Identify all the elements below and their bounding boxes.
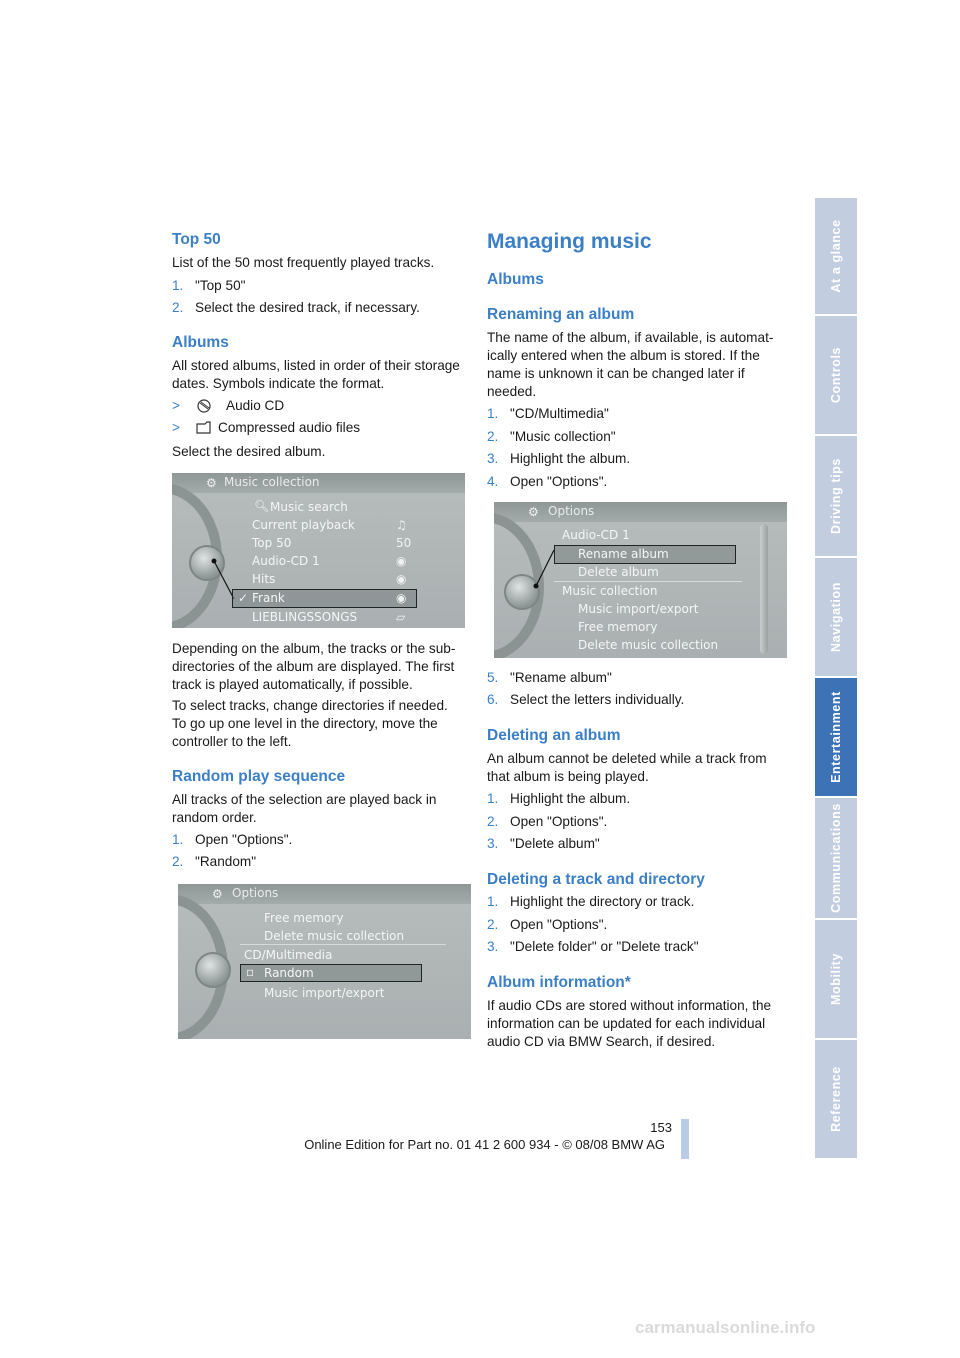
menu-section: Music collection (562, 584, 658, 598)
menu-item: Audio-CD 1 (252, 554, 320, 568)
bullet-compressed: > Compressed audio files (172, 420, 361, 435)
album-info-text-3: audio CD via BMW Search, if desired. (487, 1034, 716, 1049)
page-number: 153 (650, 1120, 672, 1135)
albums-after-4: To select tracks, change directories if needed. (172, 698, 448, 713)
albums-subheading: Albums (487, 271, 544, 288)
tab-navigation[interactable]: Navigation (815, 558, 857, 678)
screen-title: Options (232, 886, 279, 900)
step: 1. Highlight the album. (487, 791, 631, 806)
step: 1. Highlight the directory or track. (487, 894, 695, 909)
menu-item-selected: Random (264, 966, 314, 980)
random-text-1: All tracks of the selection are played back in (172, 792, 437, 807)
cd-icon: ◉ (396, 554, 407, 568)
top50-heading: Top 50 (172, 231, 221, 248)
step: 1. "Top 50" (172, 278, 246, 293)
tab-controls[interactable]: Controls (815, 316, 857, 436)
albums-text-2: dates. Symbols indicate the format. (172, 376, 385, 391)
menu-item: Free memory (578, 620, 658, 634)
tab-entertainment[interactable]: Entertainment (815, 678, 857, 798)
menu-item: Music import/export (578, 602, 699, 616)
menu-item: Current playback (252, 518, 355, 532)
delete-track-heading: Deleting a track and directory (487, 871, 705, 888)
menu-item: Top 50 (252, 536, 292, 550)
step: 2. Open "Options". (487, 814, 608, 829)
footer-edition: Online Edition for Part no. 01 41 2 600 934 - © 08/08 BMW AG (304, 1137, 665, 1152)
albums-after-6: controller to the left. (172, 734, 292, 749)
step: 2. Select the desired track, if necessary. (172, 300, 420, 315)
rename-text-1: The name of the album, if available, is automat- (487, 330, 774, 345)
tab-mobility[interactable]: Mobility (815, 920, 857, 1040)
delete-album-heading: Deleting an album (487, 727, 621, 744)
album-info-text-2: information can be updated for each individual (487, 1016, 766, 1031)
step: 1. Open "Options". (172, 832, 293, 847)
rename-text-3: name is unknown it can be changed later if (487, 366, 745, 381)
tab-communications[interactable]: Communications (815, 798, 857, 920)
menu-item: LIEBLINGSSONGS (252, 610, 358, 624)
step: 3. Highlight the album. (487, 451, 631, 466)
step: 2. "Music collection" (487, 429, 616, 444)
menu-item: Free memory (264, 911, 344, 925)
random-text-2: random order. (172, 810, 257, 825)
divider (554, 581, 742, 582)
menu-section: CD/Multimedia (244, 948, 333, 962)
options-icon: ⚙ (212, 887, 223, 901)
screen-options-random (178, 884, 471, 1039)
step: 3. "Delete album" (487, 836, 600, 851)
music-note-icon: ⚙ (206, 476, 217, 490)
watermark: carmanualsonline.info (635, 1318, 816, 1337)
scroll-indicator (760, 524, 768, 654)
albums-text-1: All stored albums, listed in order of their storage (172, 358, 460, 373)
screen-title: Options (548, 504, 595, 518)
playback-icon: ♫ (396, 518, 407, 532)
delete-album-text-1: An album cannot be deleted while a track from (487, 751, 767, 766)
album-info-text-1: If audio CDs are stored without information, the (487, 998, 772, 1013)
step: 6. Select the letters individually. (487, 692, 685, 707)
tab-reference[interactable]: Reference (815, 1040, 857, 1160)
cd-icon: ◉ (396, 591, 407, 605)
albums-after-1: Depending on the album, the tracks or the sub- (172, 641, 456, 656)
search-icon: 🔍︎ (254, 499, 270, 513)
menu-item: Music search (270, 500, 348, 514)
menu-section: Audio-CD 1 (562, 528, 630, 542)
menu-item: Music import/export (264, 986, 385, 1000)
albums-after-5: To go up one level in the directory, move the (172, 716, 438, 731)
tab-driving-tips[interactable]: Driving tips (815, 436, 857, 558)
page-title: Managing music (487, 230, 652, 253)
album-info-heading: Album information* (487, 974, 631, 991)
menu-item: Delete music collection (264, 929, 405, 943)
chapter-tabs (815, 198, 857, 1160)
options-icon: ⚙ (528, 505, 539, 519)
divider (240, 944, 446, 945)
step: 3. "Delete folder" or "Delete track" (487, 939, 699, 954)
rename-text-2: ically entered when the album is stored. If the (487, 348, 760, 363)
controller-knob-icon (195, 952, 231, 988)
cd-icon: ◉ (396, 572, 407, 586)
step: 5. "Rename album" (487, 670, 612, 685)
checkbox-icon: ▫ (246, 965, 255, 979)
screen-options-rename (494, 502, 787, 658)
check-icon: ✓ (238, 591, 249, 605)
top50-text: List of the 50 most frequently played tracks. (172, 255, 435, 270)
tab-at-a-glance[interactable]: At a glance (815, 198, 857, 316)
screen-title: Music collection (224, 475, 320, 489)
step: 2. "Random" (172, 854, 257, 869)
delete-album-text-2: that album is being played. (487, 769, 649, 784)
random-heading: Random play sequence (172, 768, 346, 785)
rename-heading: Renaming an album (487, 306, 635, 323)
step: 2. Open "Options". (487, 917, 608, 932)
pointer-line (532, 544, 556, 590)
menu-item-selected: Rename album (578, 547, 669, 561)
rename-text-4: needed. (487, 384, 537, 399)
screen-music-collection (172, 473, 465, 628)
menu-item-selected: Frank (252, 591, 285, 605)
step: 1. "CD/Multimedia" (487, 406, 609, 421)
step: 4. Open "Options". (487, 474, 608, 489)
folder-icon: ▱ (396, 610, 406, 624)
top50-icon: 50 (396, 536, 412, 550)
menu-item: Hits (252, 572, 276, 586)
menu-item: Delete album (578, 565, 659, 579)
albums-select-text: Select the desired album. (172, 444, 326, 459)
menu-item: Delete music collection (578, 638, 719, 652)
page-marker (681, 1119, 689, 1159)
albums-after-2: directories of the album are displayed. The first (172, 659, 455, 674)
albums-heading: Albums (172, 334, 229, 351)
albums-after-3: track is played automatically, if possible. (172, 677, 413, 692)
bullet-audio-cd: > Audio CD (172, 398, 285, 413)
cd-icon (195, 399, 212, 413)
folder-icon (195, 421, 212, 435)
